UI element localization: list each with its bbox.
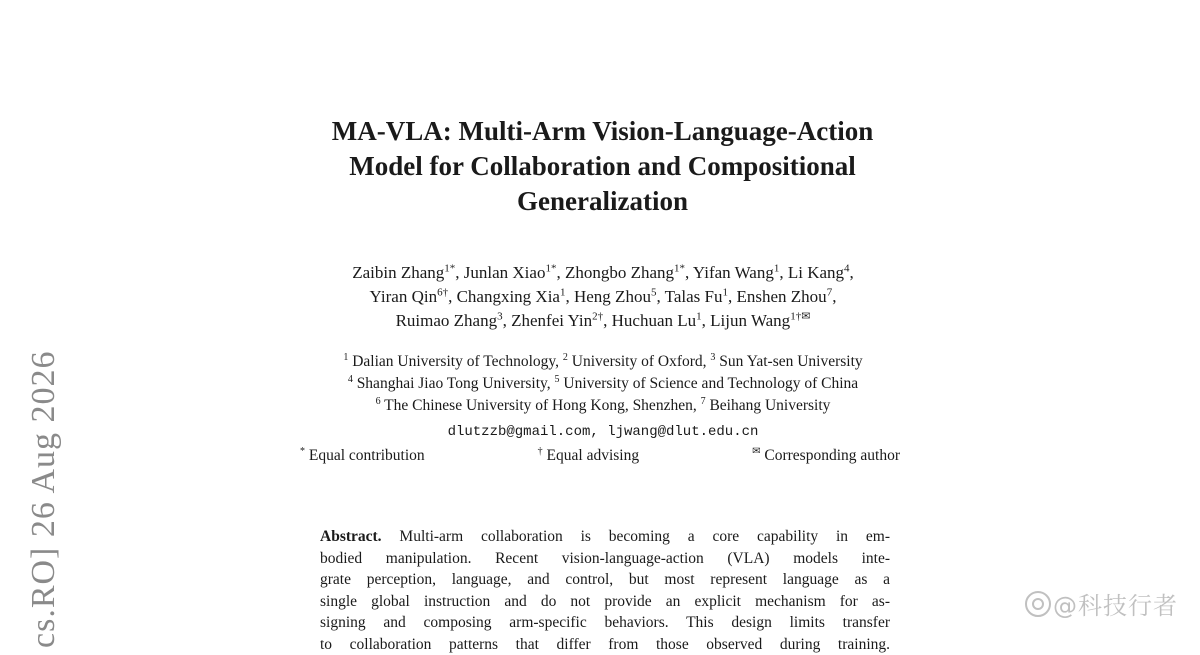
- watermark: [1025, 586, 1178, 621]
- arxiv-identifier-stamp: cs.RO] 26 Aug 2026: [26, 350, 62, 648]
- abstract-label: Abstract.: [320, 528, 382, 545]
- author-line: Zaibin Zhang$^{1*}$, Junlan Xiao$^{1*}$, Zhongbo Zhang$^{1*}$, Yifan Wang$^1$, Li Kang$^4$,: [200, 261, 1006, 285]
- author-note: [300, 444, 425, 468]
- affiliation-name: Dalian University of Technology,: [352, 353, 559, 370]
- title-line: Generalization: [230, 184, 975, 219]
- abstract-text: single global instruction and do not provide an explicit mechanism for as-: [320, 593, 890, 610]
- author-name: Zhenfei Yin$^{2\dagger}$: [511, 311, 603, 330]
- author-name: Enshen Zhou$^7$: [737, 287, 833, 306]
- abstract-text: signing and composing arm-specific behaviors. This design limits transfer: [320, 614, 890, 631]
- note-text: Equal contribution: [309, 447, 425, 464]
- note-symbol: ✉: [752, 446, 760, 457]
- author-affiliation-mark: 5: [651, 286, 657, 298]
- author-name: Lijun Wang$^{1\dagger✉}$: [710, 311, 810, 330]
- contact-emails: dlutzzb@gmail.com, ljwang@dlut.edu.cn: [200, 421, 1006, 443]
- affiliation-name: Sun Yat-sen University: [719, 353, 862, 370]
- note-text: Equal advising: [547, 447, 640, 464]
- affiliation-name: Beihang University: [709, 397, 830, 414]
- title-line: MA-VLA: Multi-Arm Vision-Language-Action: [230, 114, 975, 149]
- affiliation-number: 1: [343, 352, 348, 363]
- author-affiliation-mark: 1: [696, 310, 702, 322]
- author-affiliation-mark: 1: [774, 262, 780, 274]
- author-line: Yiran Qin$^{6\dagger}$, Changxing Xia$^1$, Heng Zhou$^5$, Talas Fu$^1$, Enshen Zhou$^7$,: [200, 285, 1006, 309]
- author-affiliation-mark: 1: [723, 286, 729, 298]
- author-name: Changxing Xia$^1$: [457, 287, 566, 306]
- abstract-text: to collaboration patterns that differ from those observed during training.: [320, 636, 890, 653]
- author-note: [538, 444, 639, 468]
- author-note: [752, 444, 900, 468]
- author-name: Huchuan Lu$^1$: [612, 311, 702, 330]
- author-name: Yifan Wang$^1$: [693, 263, 779, 282]
- author-name: Heng Zhou$^5$: [574, 287, 656, 306]
- author-affiliation-mark: 6†: [437, 286, 448, 298]
- affiliation-line: [200, 373, 1006, 395]
- author-affiliation-mark: 1†✉: [790, 310, 810, 322]
- author-affiliation-mark: 1*: [545, 262, 556, 274]
- author-name: Junlan Xiao$^{1*}$: [464, 263, 557, 282]
- watermark-text: @科技行者: [1053, 592, 1178, 620]
- abstract-line: [320, 526, 890, 548]
- affiliation-number: 2: [563, 352, 568, 363]
- affiliation-number: 5: [555, 374, 560, 385]
- affiliation-number: 6: [376, 396, 381, 407]
- watermark-logo-icon: [1025, 591, 1051, 617]
- note-symbol: *: [300, 446, 305, 457]
- abstract: [320, 526, 890, 655]
- author-affiliation-mark: 2†: [592, 310, 603, 322]
- affiliation-line: [200, 351, 1006, 373]
- author-name: Zaibin Zhang$^{1*}$: [352, 263, 455, 282]
- author-list: [200, 261, 1006, 333]
- author-name: Zhongbo Zhang$^{1*}$: [565, 263, 685, 282]
- abstract-line: [320, 591, 890, 613]
- author-name: Li Kang$^4$: [788, 263, 850, 282]
- author-name: Ruimao Zhang$^3$: [396, 311, 503, 330]
- author-name: Talas Fu$^1$: [665, 287, 728, 306]
- abstract-text: Multi-arm collaboration is becoming a core capability in em-: [399, 528, 890, 545]
- note-symbol: †: [538, 446, 543, 457]
- author-affiliation-mark: 1*: [674, 262, 685, 274]
- paper-title: [230, 114, 975, 219]
- author-line: Ruimao Zhang$^3$, Zhenfei Yin$^{2\dagger}$, Huchuan Lu$^1$, Lijun Wang$^{1\dagger✉}$: [200, 309, 1006, 333]
- affiliation-name: University of Oxford,: [572, 353, 707, 370]
- affiliation-number: 7: [701, 396, 706, 407]
- affiliation-name: Shanghai Jiao Tong University,: [357, 375, 551, 392]
- title-line: Model for Collaboration and Compositional: [230, 149, 975, 184]
- author-affiliation-mark: 3: [497, 310, 503, 322]
- abstract-line: [320, 612, 890, 634]
- author-name: Yiran Qin$^{6\dagger}$: [370, 287, 449, 306]
- author-affiliation-mark: 4: [844, 262, 850, 274]
- affiliation-name: The Chinese University of Hong Kong, Shenzhen,: [384, 397, 697, 414]
- author-affiliation-mark: 7: [827, 286, 833, 298]
- abstract-line: [320, 634, 890, 655]
- author-affiliation-mark: 1*: [444, 262, 455, 274]
- note-text: Corresponding author: [764, 447, 900, 464]
- abstract-line: [320, 569, 890, 591]
- affiliation-number: 3: [710, 352, 715, 363]
- affiliation-name: University of Science and Technology of China: [563, 375, 858, 392]
- abstract-text: bodied manipulation. Recent vision-language-action (VLA) models inte-: [320, 550, 890, 567]
- abstract-line: [320, 548, 890, 570]
- affiliation-line: [200, 395, 1006, 417]
- author-affiliation-mark: 1: [560, 286, 566, 298]
- abstract-text: grate perception, language, and control, but most represent language as a: [320, 571, 890, 588]
- affiliation-list: [200, 351, 1006, 417]
- affiliation-number: 4: [348, 374, 353, 385]
- author-notes: [300, 444, 900, 468]
